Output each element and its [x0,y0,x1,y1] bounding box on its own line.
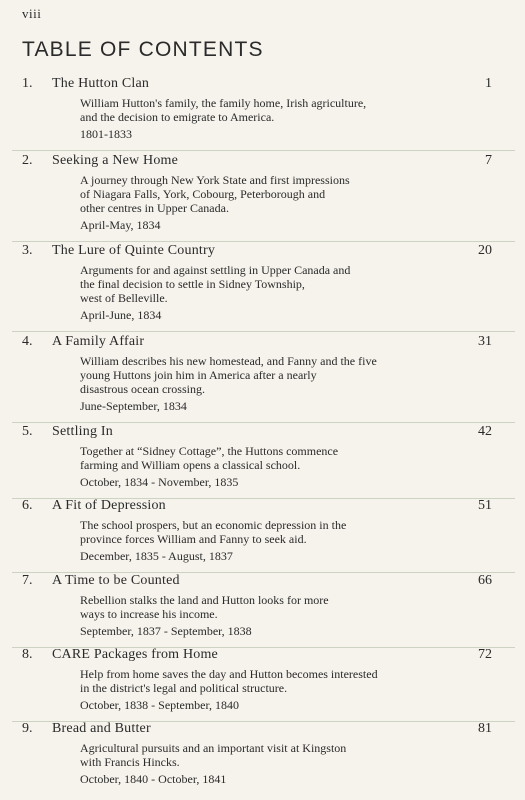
chapter-number: 7. [22,573,33,588]
chapter-dates: December, 1835 - August, 1837 [80,549,233,563]
chapter-title: Settling In [52,424,113,439]
chapter-title: CARE Packages from Home [52,647,218,662]
toc-entry [0,334,525,424]
divider [12,422,515,423]
chapter-page: 31 [478,334,492,349]
chapter-title: The Lure of Quinte Country [52,243,216,258]
divider [12,150,515,151]
chapter-description: Help from home saves the day and Hutton becomes interested in the district's legal and political structure. [80,667,378,695]
chapter-number: 1. [22,76,33,91]
chapter-page: 51 [478,498,492,513]
toc-entry [0,243,525,334]
chapter-description: Arguments for and against settling in Upper Canada and the final decision to settle in Sidney Township, west of Belleville. [80,263,351,305]
chapter-title: A Fit of Depression [52,498,166,513]
chapter-description: The school prospers, but an economic depression in the province forces William and Fanny to seek aid. [80,518,347,546]
chapter-number: 8. [22,647,33,662]
chapter-title: A Family Affair [52,334,145,349]
chapter-dates: October, 1840 - October, 1841 [80,772,227,786]
page-title: TABLE OF CONTENTS [22,38,264,61]
chapter-number: 3. [22,243,33,258]
chapter-page: 1 [485,76,492,91]
chapter-page: 72 [478,647,492,662]
toc-entry [0,573,525,647]
chapter-description: Agricultural pursuits and an important visit at Kingston with Francis Hincks. [80,741,347,769]
chapter-description: Together at “Sidney Cottage”, the Huttons commence farming and William opens a classical school. [80,444,339,472]
chapter-description: A journey through New York State and first impressions of Niagara Falls, York, Cobourg, Peterborough and other centres in Upper Canada. [80,173,350,215]
chapter-dates: September, 1837 - September, 1838 [80,624,252,638]
chapter-number: 5. [22,424,33,439]
chapter-description: William describes his new homestead, and Fanny and the five young Huttons join him in America after a nearly disastrous ocean crossing. [80,354,377,396]
chapter-description: William Hutton's family, the family home, Irish agriculture, and the decision to emigrate to America. [80,96,367,124]
chapter-number: 9. [22,721,33,736]
chapter-page: 66 [478,573,492,588]
toc-entry [0,76,525,153]
chapter-page: 20 [478,243,492,258]
chapter-description: Rebellion stalks the land and Hutton looks for more ways to increase his income. [80,593,329,621]
chapter-dates: October, 1838 - September, 1840 [80,698,239,712]
chapter-dates: April-May, 1834 [80,218,161,232]
toc-entry [0,721,525,791]
chapter-page: 7 [485,153,492,168]
chapter-page: 42 [478,424,492,439]
toc-entry [0,153,525,243]
chapter-page: 81 [478,721,492,736]
chapter-title: Bread and Butter [52,721,151,736]
chapter-dates: April-June, 1834 [80,308,162,322]
toc-entry [0,647,525,721]
chapter-title: A Time to be Counted [52,573,180,588]
page-number: viii [22,6,42,21]
chapter-dates: 1801-1833 [80,127,132,141]
chapter-number: 4. [22,334,33,349]
chapter-dates: October, 1834 - November, 1835 [80,475,239,489]
chapter-dates: June-September, 1834 [80,399,187,413]
chapter-number: 2. [22,153,33,168]
toc-entry [0,498,525,573]
chapter-title: Seeking a New Home [52,153,179,168]
chapter-title: The Hutton Clan [52,76,150,91]
chapter-number: 6. [22,498,33,513]
toc-entry [0,424,525,498]
toc-list [0,76,525,791]
divider [12,241,515,242]
divider [12,331,515,332]
